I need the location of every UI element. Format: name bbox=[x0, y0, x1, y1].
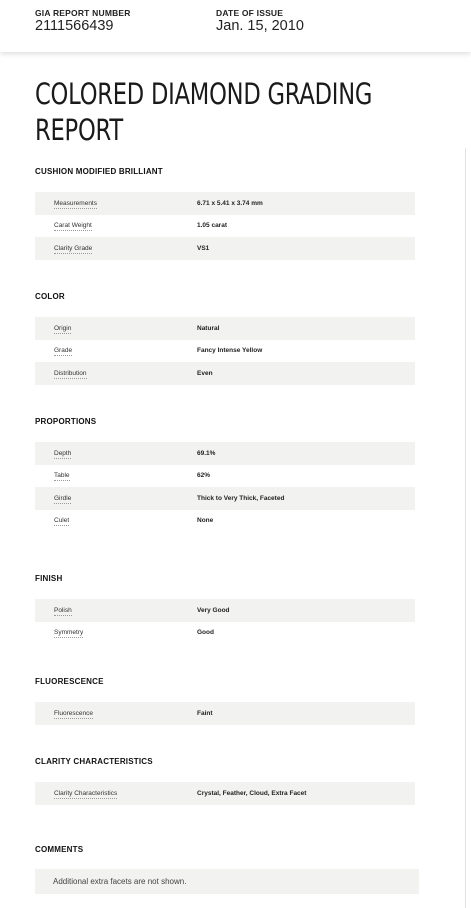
section-heading: FINISH bbox=[35, 574, 63, 583]
section-rows bbox=[35, 782, 415, 805]
report-number-block bbox=[35, 8, 131, 35]
section-rows bbox=[35, 317, 415, 385]
table-row bbox=[35, 487, 415, 510]
row-label[interactable]: Polish bbox=[54, 606, 72, 614]
report-number-label: GIA REPORT NUMBER bbox=[35, 8, 131, 18]
table-row bbox=[35, 192, 415, 215]
table-row bbox=[35, 362, 415, 385]
row-value: Natural bbox=[197, 324, 220, 332]
date-of-issue-label: DATE OF ISSUE bbox=[216, 8, 284, 18]
report-header-bar bbox=[0, 0, 471, 52]
row-label[interactable]: Symmetry bbox=[54, 629, 84, 637]
section-heading: COMMENTS bbox=[35, 845, 84, 854]
row-label[interactable]: Girdle bbox=[54, 494, 72, 502]
table-row bbox=[35, 782, 415, 805]
page-title-line-1: COLORED DIAMOND GRADING bbox=[35, 77, 373, 111]
section-color bbox=[35, 291, 415, 385]
section-finish bbox=[35, 573, 415, 644]
row-label[interactable]: Clarity Grade bbox=[54, 244, 93, 252]
section-shape bbox=[35, 166, 415, 260]
row-value: 1.05 carat bbox=[197, 222, 227, 230]
row-value: Very Good bbox=[197, 606, 230, 614]
row-value: VS1 bbox=[197, 244, 210, 252]
section-heading: CLARITY CHARACTERISTICS bbox=[35, 757, 153, 766]
row-value: Even bbox=[197, 369, 213, 377]
table-row bbox=[35, 510, 415, 533]
section-rows bbox=[35, 599, 415, 644]
row-label[interactable]: Measurements bbox=[54, 199, 97, 207]
row-label[interactable]: Depth bbox=[54, 449, 72, 457]
row-value: Good bbox=[197, 629, 214, 637]
row-label[interactable]: Origin bbox=[54, 324, 72, 332]
section-rows bbox=[35, 192, 415, 260]
row-value: 62% bbox=[197, 472, 211, 480]
row-value: Thick to Very Thick, Faceted bbox=[197, 494, 285, 502]
section-clarity-characteristics bbox=[35, 756, 415, 805]
section-comments bbox=[35, 844, 415, 894]
report-number-value: 2111566439 bbox=[35, 18, 114, 34]
table-row bbox=[35, 622, 415, 645]
comment-text: Additional extra facets are not shown. bbox=[35, 869, 419, 894]
row-value: Crystal, Feather, Cloud, Extra Facet bbox=[197, 789, 307, 797]
row-value: 69.1% bbox=[197, 449, 216, 457]
section-rows bbox=[35, 442, 415, 532]
row-label[interactable]: Distribution bbox=[54, 369, 87, 377]
section-proportions bbox=[35, 416, 415, 532]
row-value: 6.71 x 5.41 x 3.74 mm bbox=[197, 199, 263, 207]
section-heading: PROPORTIONS bbox=[35, 417, 97, 426]
date-of-issue-block bbox=[216, 8, 304, 35]
section-heading: COLOR bbox=[35, 292, 65, 301]
table-row bbox=[35, 702, 415, 725]
date-of-issue-value: Jan. 15, 2010 bbox=[216, 18, 304, 34]
table-row bbox=[35, 215, 415, 238]
row-value: None bbox=[197, 517, 214, 525]
row-label[interactable]: Fluorescence bbox=[54, 709, 94, 717]
side-divider bbox=[465, 148, 466, 908]
row-label[interactable]: Grade bbox=[54, 347, 73, 355]
row-label[interactable]: Table bbox=[54, 472, 70, 480]
row-label[interactable]: Carat Weight bbox=[54, 222, 92, 230]
section-rows bbox=[35, 702, 415, 725]
table-row bbox=[35, 465, 415, 488]
row-value: Fancy Intense Yellow bbox=[197, 347, 263, 355]
section-heading: CUSHION MODIFIED BRILLIANT bbox=[35, 167, 163, 176]
section-heading: FLUORESCENCE bbox=[35, 677, 104, 686]
table-row bbox=[35, 599, 415, 622]
table-row bbox=[35, 237, 415, 260]
table-row bbox=[35, 442, 415, 465]
page-title-line-2: REPORT bbox=[35, 113, 123, 147]
page-title bbox=[35, 76, 456, 148]
section-fluorescence bbox=[35, 676, 415, 725]
row-label[interactable]: Clarity Characteristics bbox=[54, 789, 118, 797]
table-row bbox=[35, 340, 415, 363]
row-label[interactable]: Culet bbox=[54, 517, 70, 525]
table-row bbox=[35, 317, 415, 340]
row-value: Faint bbox=[197, 709, 213, 717]
